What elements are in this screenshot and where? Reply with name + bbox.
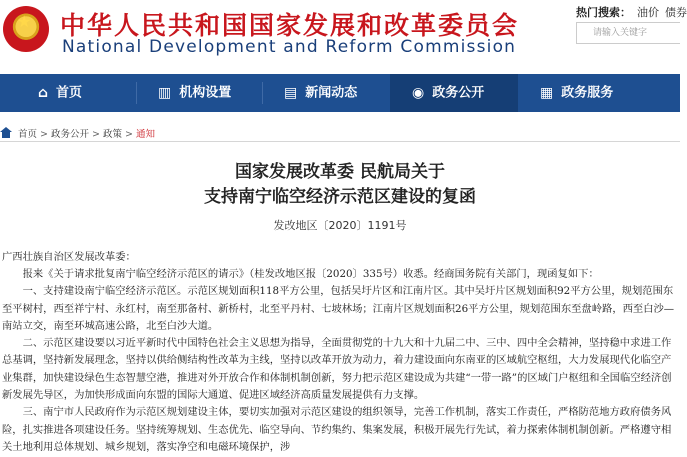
breadcrumb-item-home[interactable]: 首页: [18, 129, 38, 140]
org-icon: ▥: [158, 85, 172, 101]
paragraph-2: 二、示范区建设要以习近平新时代中国特色社会主义思想为指导，全面贯彻党的十九大和十九届二中、三中、四中全会精神，坚持稳中求进工作总基调，坚持新发展理念，坚持以供给侧结构性改革为主线，坚持以改革开放为动力，着力建设面向东南亚的区域航空枢纽，大力发展现代化临空产业集群，加快建设绿色生态智慧空港，推进对外开放合作和体制机制创新，努力把示范区建设成为共建“一带一路”的区域门户枢纽和全国临空经济创新发展先导区，为加快形成面向东盟的国际大通道、促进区域经济高质量发展提供有力支撑。: [2, 337, 672, 402]
document-number: 发改地区〔2020〕1191号: [273, 219, 407, 232]
hot-search-item-oil[interactable]: 油价: [637, 6, 659, 19]
service-icon: ▦: [540, 85, 554, 101]
broadcast-icon: ◉: [412, 85, 425, 101]
paragraph-1: 一、支持建设南宁临空经济示范区。示范区规划面积118平方公里，包括吴圩片区和江南片区。其中吴圩片区规划面积92平方公里，规划范围东至平树村，西至祥宁村、永红村，南至那备村、新桥村，北至平丹村、七坡林场；江南片区规划面积26平方公里，规划范围东至盘岭路，西至白沙—南站立交，南至环城高速公路，北至白沙大道。: [2, 285, 675, 332]
breadcrumb-item-notice[interactable]: 通知: [135, 129, 155, 140]
breadcrumb-home-icon[interactable]: [0, 127, 12, 138]
breadcrumb-separator: >: [124, 129, 133, 140]
document-title-line2: 支持南宁临空经济示范区建设的复函: [204, 187, 476, 207]
hot-search-label: 热门搜索：: [576, 6, 631, 19]
nav-item-home[interactable]: [38, 74, 82, 112]
hot-search-item-bond[interactable]: 债券: [665, 6, 687, 19]
site-title-cn[interactable]: 中华人民共和国国家发展和改革委员会: [60, 11, 520, 40]
breadcrumb-separator: >: [40, 129, 48, 140]
site-header: [0, 0, 687, 74]
breadcrumb: [0, 126, 155, 140]
breadcrumb-item-policy[interactable]: 政策: [102, 129, 122, 140]
main-nav: [0, 74, 680, 112]
breadcrumb-divider: [0, 141, 680, 142]
nav-item-label: 政务服务: [561, 85, 614, 101]
nav-item-label: 新闻动态: [305, 85, 358, 101]
nav-item-label: 首页: [56, 85, 83, 101]
breadcrumb-separator: >: [92, 129, 100, 140]
nav-item-news[interactable]: [284, 74, 357, 112]
home-icon: ⌂: [38, 85, 49, 101]
paragraph-3: 三、南宁市人民政府作为示范区规划建设主体，要切实加强对示范区建设的组织领导，完善工作机制，落实工作责任，严格防范地方政府债务风险，扎实推进各项建设任务。坚持统筹规划、生态优先、临空导向、节约集约、集案发展，积极开展先行先试，着力探索体制机制创新。严格遵守相关土地利用总体规划、城乡规划，落实净空和电磁环境保护，涉: [2, 406, 672, 453]
nav-item-org[interactable]: [158, 74, 231, 112]
document-body: [2, 266, 678, 456]
nav-divider: [262, 82, 263, 104]
news-icon: ▤: [284, 85, 298, 101]
nav-item-service[interactable]: [540, 74, 613, 112]
nav-item-affairs[interactable]: [390, 74, 518, 112]
document-title-line1: 国家发展改革委 民航局关于: [235, 162, 445, 182]
nav-item-label: 机构设置: [179, 85, 232, 101]
nav-divider: [136, 82, 137, 104]
document-addressee: 广西壮族自治区发展改革委：: [2, 251, 136, 263]
breadcrumb-item-affairs[interactable]: 政务公开: [50, 129, 89, 140]
search-input[interactable]: 请输入关键字: [576, 22, 680, 44]
hot-search: [576, 4, 687, 20]
site-title-en[interactable]: National Development and Reform Commission: [62, 37, 517, 57]
paragraph-intro: 报来《关于请求批复南宁临空经济示范区的请示》（桂发改地区报〔2020〕335号）收悉。经商国务院有关部门，现函复如下：: [22, 268, 599, 280]
national-emblem-icon: ★: [3, 6, 49, 52]
nav-item-label: 政务公开: [432, 85, 485, 101]
